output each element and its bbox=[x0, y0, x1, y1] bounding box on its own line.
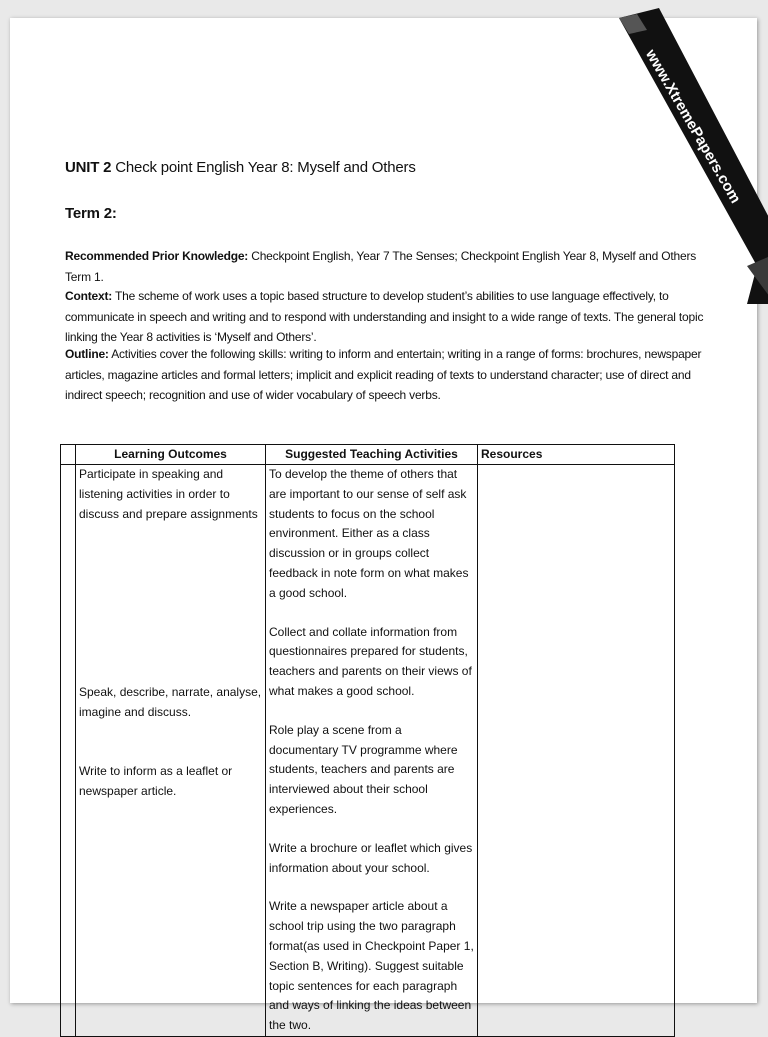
scheme-of-work-table bbox=[60, 444, 675, 1037]
blank-header-cell bbox=[61, 445, 76, 465]
outcome-3: Write to inform as a leaflet or newspaper article. bbox=[79, 763, 233, 798]
blank-cell bbox=[61, 465, 76, 1037]
watermark-text: www.XtremePapers.com bbox=[642, 46, 744, 207]
learning-outcomes-header: Learning Outcomes bbox=[76, 445, 266, 465]
unit-title bbox=[65, 158, 416, 178]
outline-text: Activities cover the following skills: writing to inform and entertain; writing in a range of forms: brochures, newspaper articles, magazine articles and formal letters; implicit and explicit reading of texts to understand character; use of direct and indirect speech; recognition and use of wider vocabulary of speech verbs. bbox=[65, 347, 702, 402]
outcome-1: Participate in speaking and listening activities in order to discuss and prepare assignments bbox=[79, 467, 258, 521]
activity-3: Role play a scene from a documentary TV programme where students, teachers and parents are interviewed about their school experiences. bbox=[269, 722, 458, 816]
prior-knowledge-label: Recommended Prior Knowledge: bbox=[65, 249, 249, 263]
context-text: The scheme of work uses a topic based structure to develop student’s abilities to use language effectively, to communicate in speech and writing and to respond with understanding and insight to a wide range of texts. The general topic linking the Year 8 activities is ‘Myself and Others’. bbox=[65, 289, 704, 344]
table-row bbox=[61, 465, 675, 1037]
resources-header: Resources bbox=[478, 445, 675, 465]
learning-outcomes-cell bbox=[76, 465, 266, 1037]
activity-5: Write a newspaper article about a school trip using the two paragraph format(as used in Checkpoint Paper 1, Section B, Writing). Suggest suitable topic sentences for each paragraph and ways of linking the ideas between the two. bbox=[269, 899, 474, 1033]
table-header-row bbox=[61, 445, 675, 465]
activity-1: To develop the theme of others that are important to our sense of self ask students to focus on the school environment. Either as a class discussion or in groups collect feedback in note form on what makes a good school. bbox=[269, 467, 469, 600]
document-page bbox=[10, 18, 757, 1033]
unit-label: UNIT 2 bbox=[65, 159, 112, 176]
activity-4: Write a brochure or leaflet which gives information about your school. bbox=[269, 840, 473, 875]
prior-knowledge-text: Checkpoint English, Year 7 The Senses; Checkpoint English Year 8, Myself and Others Term 1. bbox=[65, 249, 697, 284]
context-paragraph bbox=[65, 286, 705, 348]
context-label: Context: bbox=[65, 289, 113, 303]
term-heading: Term 2: bbox=[65, 205, 117, 222]
activities-cell bbox=[266, 465, 478, 1037]
prior-knowledge-paragraph bbox=[65, 246, 705, 287]
outcome-2: Speak, describe, narrate, analyse, imagine and discuss. bbox=[79, 685, 262, 720]
outline-paragraph bbox=[65, 344, 705, 406]
activities-header: Suggested Teaching Activities bbox=[266, 445, 478, 465]
resources-cell bbox=[478, 465, 675, 1037]
outline-label: Outline: bbox=[65, 347, 109, 361]
unit-title-text: Check point English Year 8: Myself and Others bbox=[111, 159, 416, 176]
activity-2: Collect and collate information from questionnaires prepared for students, teachers and parents on their views of what makes a good school. bbox=[269, 624, 472, 698]
